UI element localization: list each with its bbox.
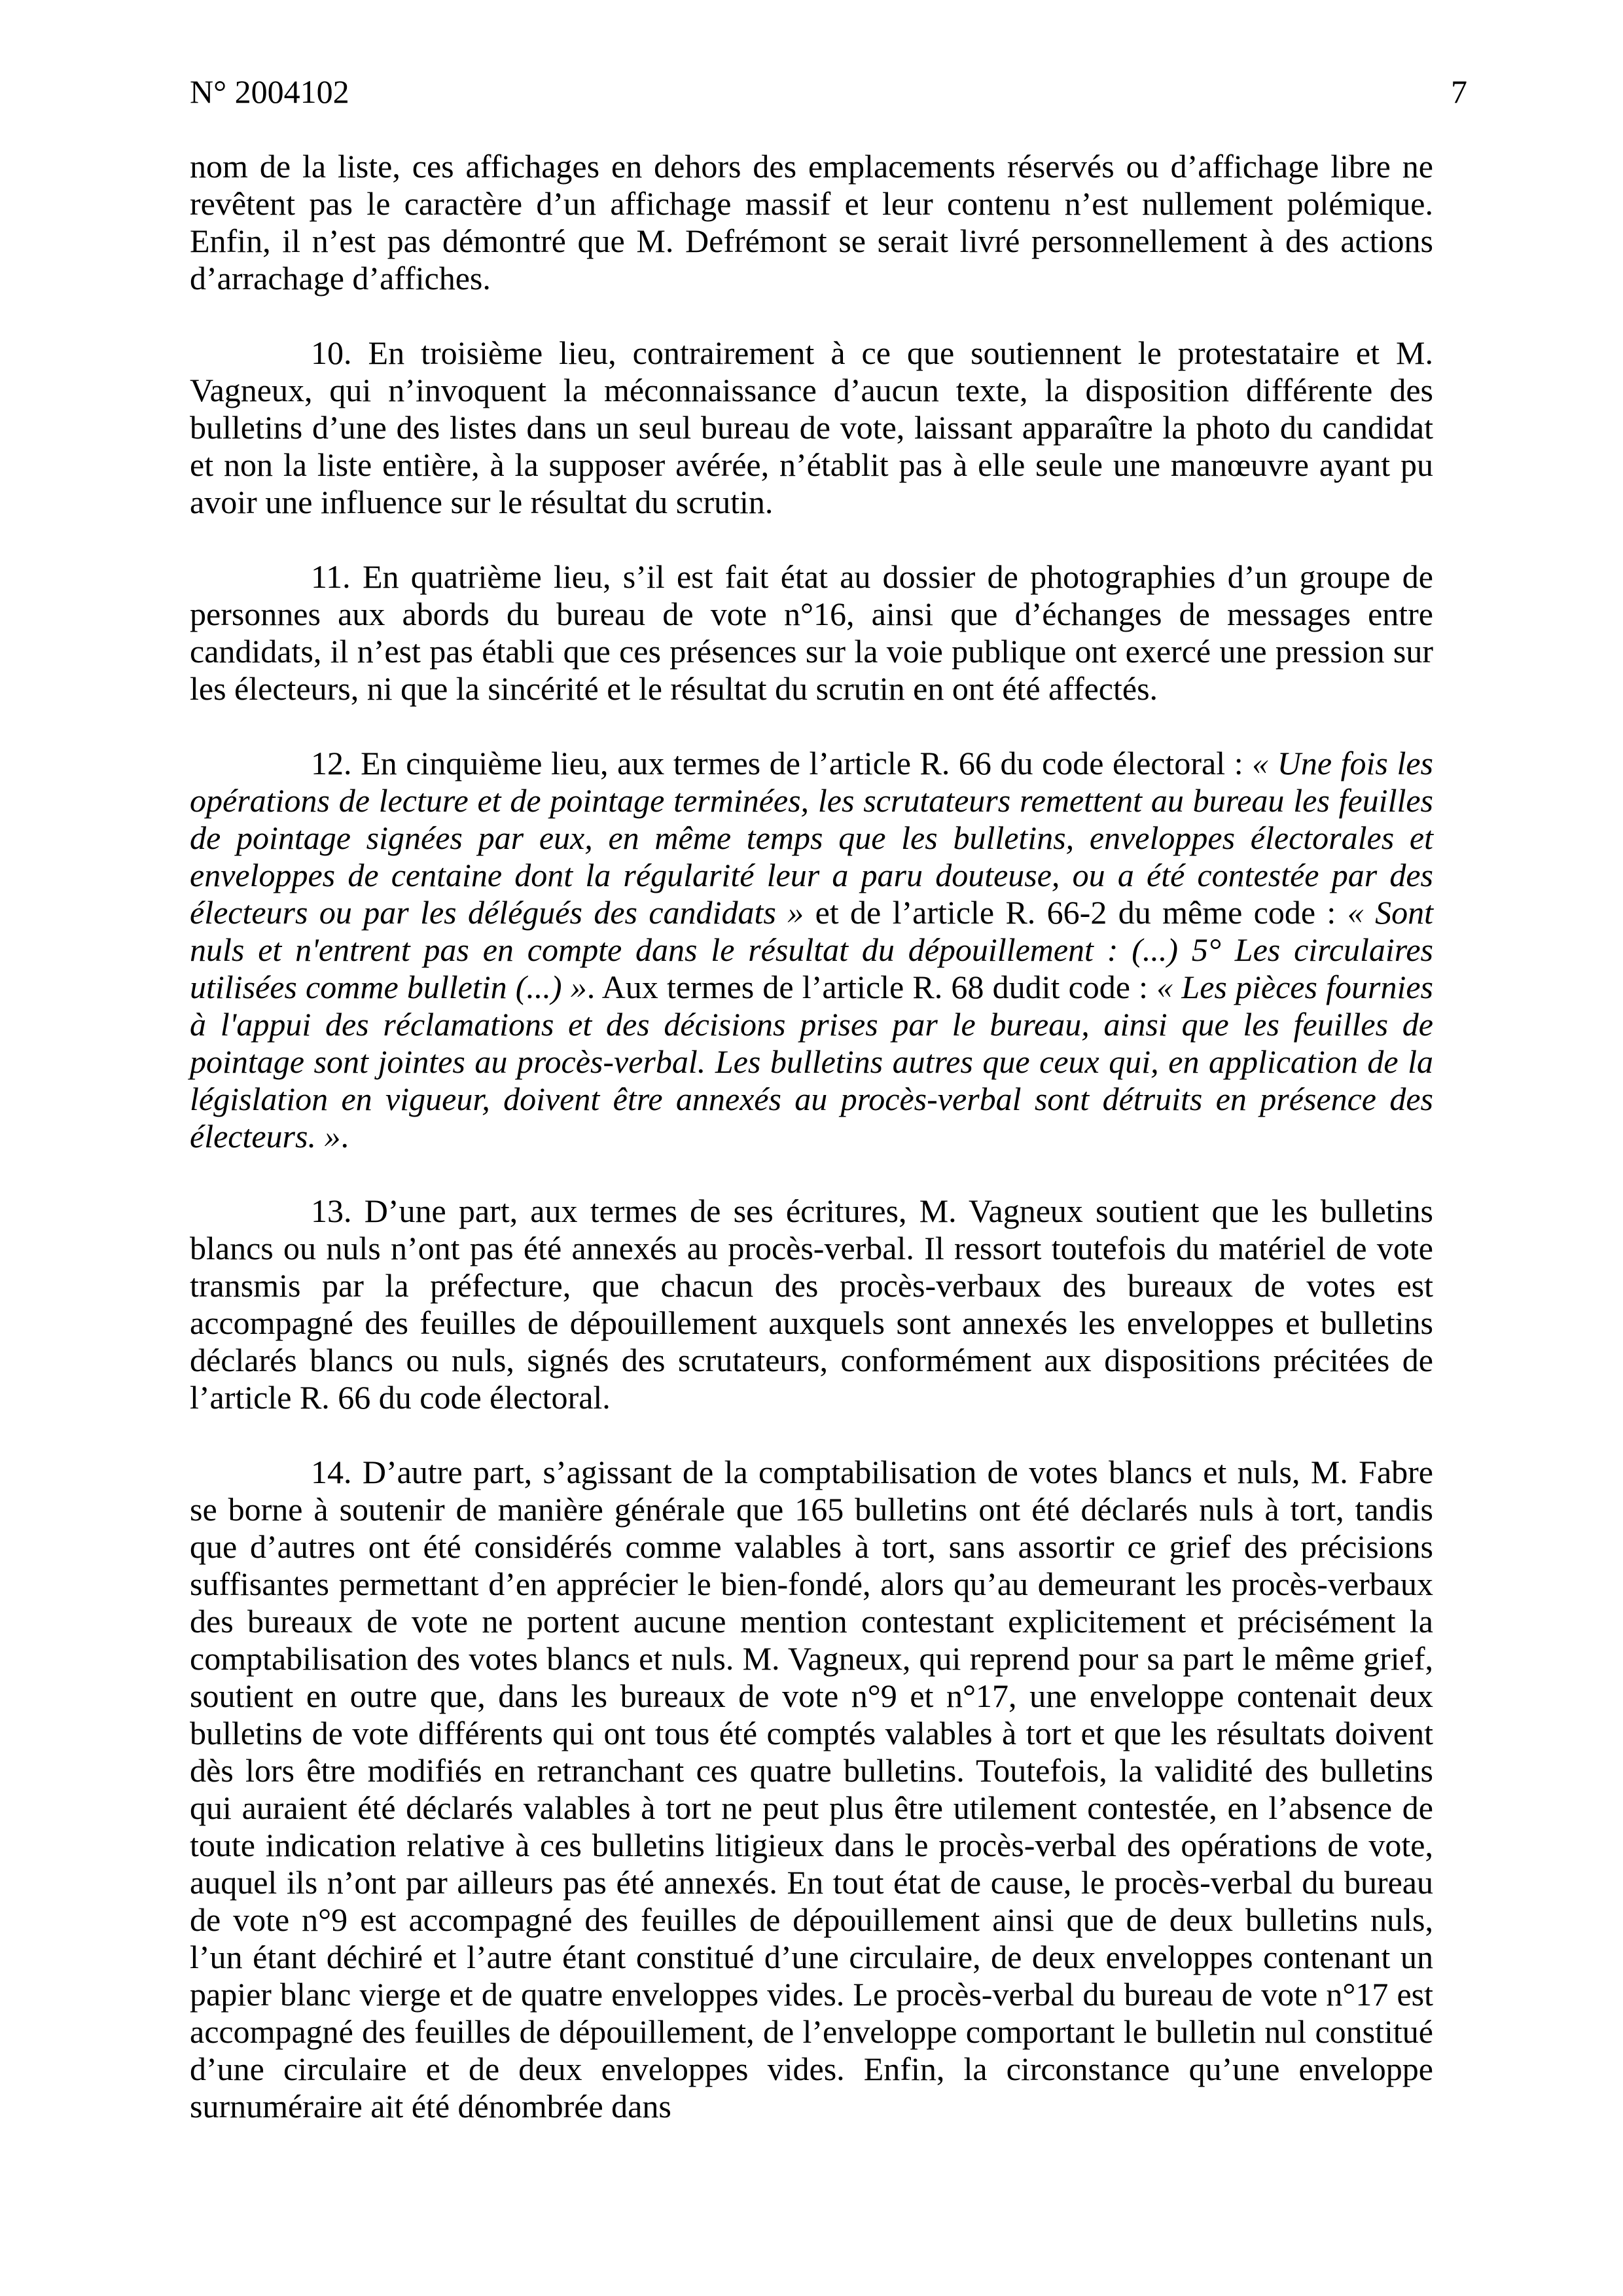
body-text: . Aux termes de l’article R. 68 dudit code : bbox=[586, 969, 1157, 1005]
paragraph bbox=[190, 334, 1433, 521]
paragraph bbox=[190, 1193, 1433, 1416]
quoted-legal-text: « Sont nuls et n'entrent pas en compte dans le résultat du dépouillement : (...) 5° Les circulaires utilisées comme bulletin (...) » bbox=[190, 894, 1433, 1005]
paragraph bbox=[190, 558, 1433, 708]
body-text: 11. En quatrième lieu, s’il est fait état au dossier de photographies d’un groupe de personnes aux abords du bureau de vote n°16, ainsi que d’échanges de messages entre candidats, il n’est pas établi que ces présences sur la voie publique ont exercé une pression sur les électeurs, ni que la sincérité et le résultat du scrutin en ont été affectés. bbox=[190, 558, 1433, 707]
body-text: 12. En cinquième lieu, aux termes de l’article R. 66 du code électoral : bbox=[311, 745, 1253, 781]
body-text: et de l’article R. 66-2 du même code : bbox=[804, 894, 1347, 931]
page-header bbox=[190, 73, 1467, 111]
body-text: 10. En troisième lieu, contrairement à ce que soutiennent le protestataire et M. Vagneux, qui n’invoquent la méconnaissance d’aucun texte, la disposition différente des bulletins d’une des listes dans un seul bureau de vote, laissant apparaître la photo du candidat et non la liste entière, à la supposer avérée, n’établit pas à elle seule une manœuvre ayant pu avoir une influence sur le résultat du scrutin. bbox=[190, 334, 1433, 520]
paragraph bbox=[190, 745, 1433, 1155]
quoted-legal-text: « Une fois les opérations de lecture et de pointage terminées, les scrutateurs remettent au bureau les feuilles de pointage signées par eux, en même temps que les bulletins, enveloppes électorales et enveloppes de centaine dont la régularité leur a paru douteuse, ou a été contestée par des électeurs ou par les délégués des candidats » bbox=[190, 745, 1433, 931]
body-text: 14. D’autre part, s’agissant de la comptabilisation de votes blancs et nuls, M. Fabre se borne à soutenir de manière générale que 165 bulletins ont été déclarés nuls à tort, tandis que d’autres ont été considérés comme valables à tort, sans assortir ce grief des précisions suffisantes permettant d’en apprécier le bien-fondé, alors qu’au demeurant les procès-verbaux des bureaux de vote ne portent aucune mention contestant explicitement et précisément la comptabilisation des votes blancs et nuls. M. Vagneux, qui reprend pour sa part le même grief, soutient en outre que, dans les bureaux de vote n°9 et n°17, une enveloppe contenait deux bulletins de vote différents qui ont tous été comptés valables à tort et que les résultats doivent dès lors être modifiés en retranchant ces quatre bulletins. Toutefois, la validité des bulletins qui auraient été déclarés valables à tort ne peut plus être utilement contestée, en l’absence de toute indication relative à ces bulletins litigieux dans le procès-verbal des opérations de vote, auquel ils n’ont par ailleurs pas été annexés. En tout état de cause, le procès-verbal du bureau de vote n°9 est accompagné des feuilles de dépouillement ainsi que de deux bulletins nuls, l’un étant déchiré et l’autre étant constitué d’une circulaire, de deux enveloppes contenant un papier blanc vierge et de quatre enveloppes vides. Le procès-verbal du bureau de vote n°17 est accompagné des feuilles de dépouillement, de l’enveloppe comportant le bulletin nul constitué d’une circulaire et de deux enveloppes vides. Enfin, la circonstance qu’une enveloppe surnuméraire ait été dénombrée dans bbox=[190, 1454, 1433, 2125]
paragraph bbox=[190, 1454, 1433, 2125]
body-text: 13. D’une part, aux termes de ses écritures, M. Vagneux soutient que les bulletins blancs ou nuls n’ont pas été annexés au procès-verbal. Il ressort toutefois du matériel de vote transmis par la préfecture, que chacun des procès-verbaux des bureaux de votes est accompagné des feuilles de dépouillement auxquels sont annexés les enveloppes et bulletins déclarés blancs ou nuls, signés des scrutateurs, conformément aux dispositions précitées de l’article R. 66 du code électoral. bbox=[190, 1193, 1433, 1416]
quoted-legal-text: « Les pièces fournies à l'appui des réclamations et des décisions prises par le bureau, ainsi que les feuilles de pointage sont jointes au procès-verbal. Les bulletins autres que ceux qui, en application de la législation en vigueur, doivent être annexés au procès-verbal sont détruits en présence des électeurs. » bbox=[190, 969, 1434, 1155]
page-number: 7 bbox=[1451, 73, 1467, 110]
document-body bbox=[190, 148, 1433, 2162]
body-text: nom de la liste, ces affichages en dehors des emplacements réservés ou d’affichage libre ne revêtent pas le caractère d’un affichage massif et leur contenu n’est nullement polémique. Enfin, il n’est pas démontré que M. Defrémont se serait livré personnellement à des actions d’arrachage d’affiches. bbox=[190, 148, 1433, 296]
document-number: N° 2004102 bbox=[190, 73, 349, 110]
paragraph bbox=[190, 148, 1433, 297]
body-text: . bbox=[340, 1118, 349, 1155]
